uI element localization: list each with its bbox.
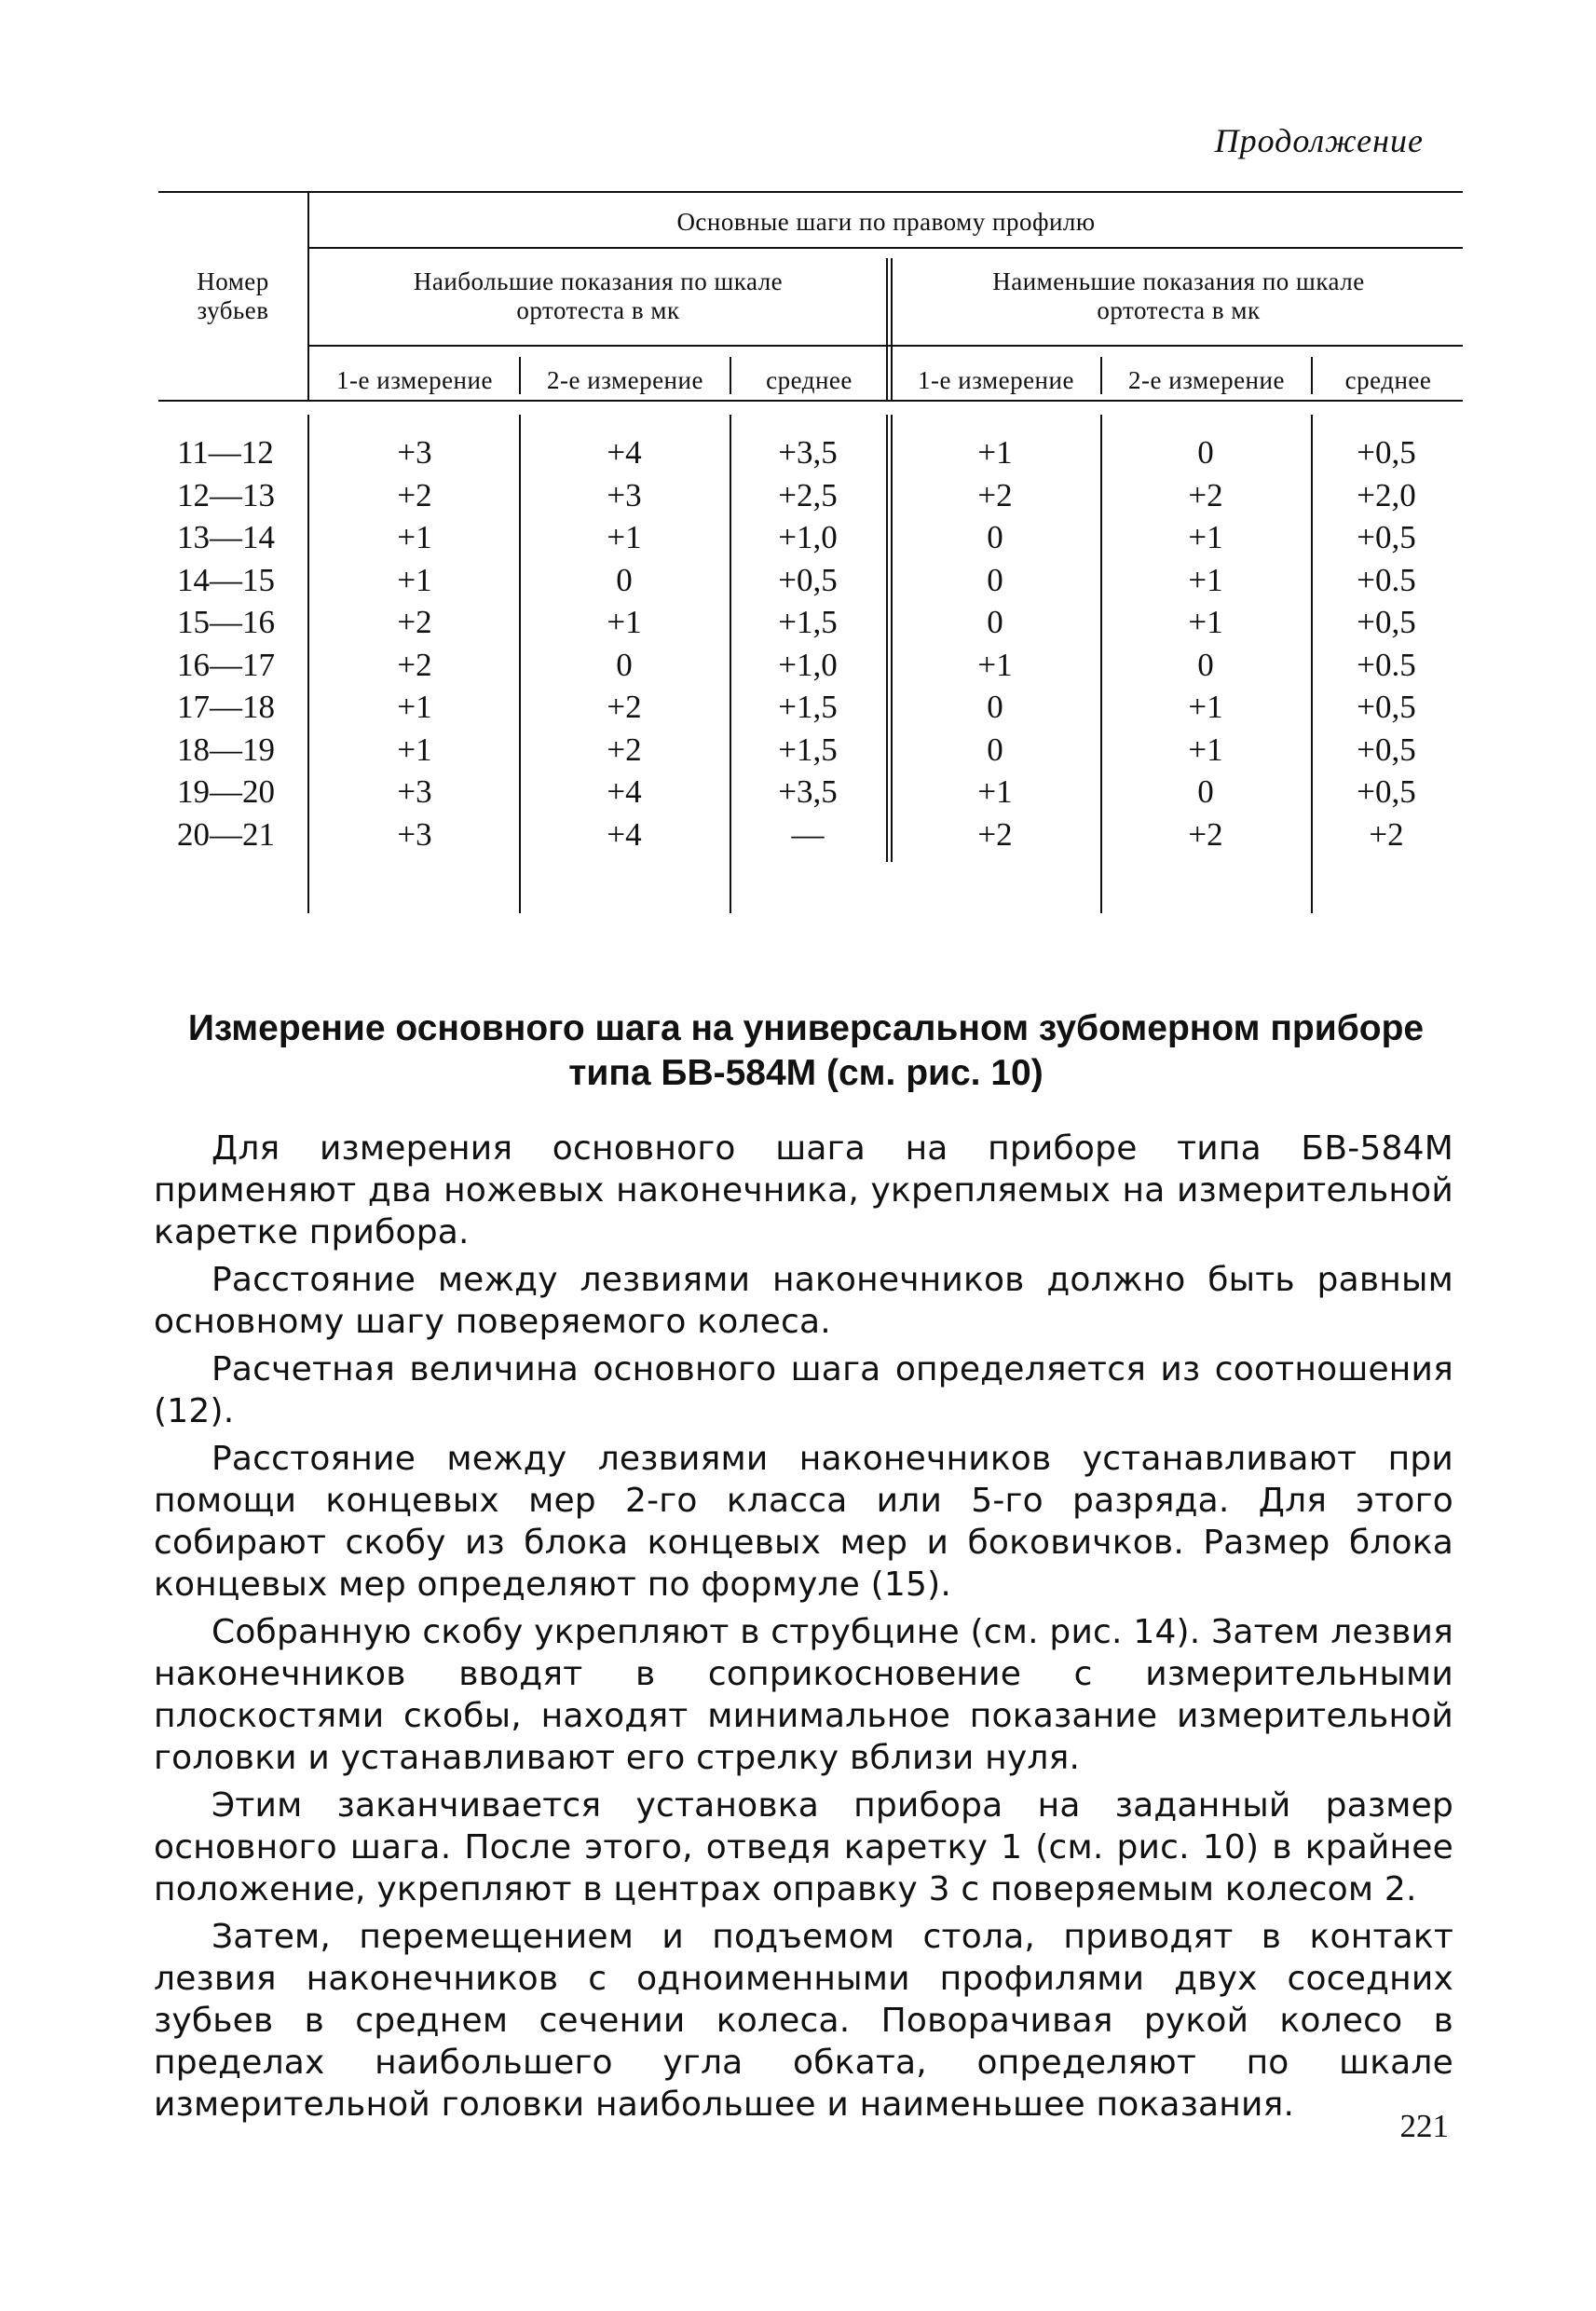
subheader-min-second: 2-е измерение bbox=[1128, 366, 1285, 394]
table-cell: +3,5 bbox=[778, 434, 838, 471]
row-tooth-label: 17—18 bbox=[177, 689, 275, 725]
paragraph: Собранную скобу укрепляют в струбцине (см. рис. 14). Затем лезвия наконечников вводят в соприкосновение с измерительными плоскостями скобы, находят минимальное показание измерительной головки и устанавливают его стрелку вблизи нуля. bbox=[154, 1613, 1453, 1777]
table-cell: +2 bbox=[397, 604, 432, 640]
subheader-max-first: 1-е измерение bbox=[336, 366, 493, 394]
vline-max-min-header-a bbox=[886, 258, 888, 400]
row-tooth-label: 19—20 bbox=[177, 773, 275, 810]
vline-tooth-body bbox=[307, 415, 309, 913]
row-tooth-label: 16—17 bbox=[177, 646, 275, 683]
table-cell: +0.5 bbox=[1357, 561, 1416, 598]
page-number: 221 bbox=[1399, 2108, 1449, 2144]
table-cell: +2,5 bbox=[778, 476, 838, 513]
table-cell: +1 bbox=[1188, 604, 1223, 640]
vline-sub-5-header bbox=[1311, 357, 1313, 394]
table-cell: +1 bbox=[977, 773, 1013, 810]
table-cell: +1,5 bbox=[778, 689, 838, 725]
table-cell: +1 bbox=[977, 646, 1013, 683]
subheader-min-average: среднее bbox=[1344, 366, 1432, 394]
table-cell: +1 bbox=[607, 604, 642, 640]
paragraph: Расстояние между лезвиями наконечников должно быть равным основному шагу поверяемого колеса. bbox=[154, 1261, 1453, 1341]
table-cell: +2 bbox=[397, 476, 432, 513]
table-cell: +0,5 bbox=[1357, 689, 1416, 725]
paragraph: Затем, перемещением и подъемом стола, приводят в контакт лезвия наконечников с одноименными профилями двух соседних зубьев в среднем сечении колеса. Поворачивая рукой колесо в пределах наибольшего угла обката, определяют по шкале измерительной головки наибольшее и наименьшее показания. bbox=[154, 1918, 1453, 2124]
table-cell: +0,5 bbox=[1357, 773, 1416, 810]
paragraph: Расстояние между лезвиями наконечников устанавливают при помощи концевых мер 2-го класса или 5-го разряда. Для этого собирают скобу из блока концевых мер и боковичков. Размер блока концевых мер определяют по формуле (15). bbox=[154, 1440, 1453, 1604]
row-tooth-label: 13—14 bbox=[177, 519, 275, 555]
table-cell: 0 bbox=[616, 561, 633, 598]
table-cell: +3 bbox=[607, 476, 642, 513]
rule-under-header bbox=[158, 400, 1463, 402]
table-cell: 0 bbox=[987, 519, 1003, 555]
table-cell: 0 bbox=[616, 646, 633, 683]
header-tooth-number: Номер зубьев bbox=[197, 267, 269, 324]
table-cell: +3 bbox=[397, 434, 432, 471]
rule-under-main-group bbox=[309, 247, 1463, 249]
table-cell: +1,0 bbox=[778, 519, 838, 555]
row-tooth-label: 18—19 bbox=[177, 731, 275, 768]
table-cell: +2 bbox=[1188, 815, 1223, 853]
table-cell: — bbox=[791, 815, 825, 853]
table-cell: +2 bbox=[1188, 476, 1223, 513]
table-cell: +0,5 bbox=[1357, 604, 1416, 640]
table-cell: +2,0 bbox=[1357, 476, 1416, 513]
row-tooth-label: 14—15 bbox=[177, 561, 275, 598]
table-cell: 0 bbox=[1197, 434, 1214, 471]
table-cell: +1 bbox=[397, 689, 432, 725]
table-cell: +4 bbox=[607, 815, 642, 853]
table-cell: +2 bbox=[607, 689, 642, 725]
table-cell: +1 bbox=[1188, 519, 1223, 555]
table-cell: 0 bbox=[1197, 646, 1214, 683]
vline-sub-1-body bbox=[519, 415, 521, 913]
table-top-rule bbox=[158, 191, 1463, 193]
table-cell: +0.5 bbox=[1357, 646, 1416, 683]
table-cell: 0 bbox=[987, 689, 1003, 725]
table-cell: +2 bbox=[607, 731, 642, 768]
paragraph: Этим заканчивается установка прибора на заданный размер основного шага. После этого, отведя каретку 1 (см. рис. 10) в крайнее положение, укрепляют в центрах оправку 3 с поверяемым колесом 2. bbox=[154, 1786, 1453, 1908]
table-cell: 0 bbox=[987, 731, 1003, 768]
table-cell: +1,0 bbox=[778, 646, 838, 683]
table-cell: +1 bbox=[1188, 689, 1223, 725]
table-cell: 0 bbox=[987, 561, 1003, 598]
table-cell: +4 bbox=[607, 434, 642, 471]
vline-sub-1-header bbox=[519, 357, 521, 394]
table-cell: +3,5 bbox=[778, 773, 838, 810]
table-cell: +1 bbox=[1188, 561, 1223, 598]
header-main-group: Основные шаги по правому профилю bbox=[676, 208, 1096, 236]
subheader-max-second: 2-е измерение bbox=[547, 366, 703, 394]
table-cell: +2 bbox=[1369, 815, 1404, 853]
header-min-group: Наименьшие показания по шкале ортотеста в мк bbox=[992, 267, 1365, 324]
section-body bbox=[154, 1128, 1453, 2131]
subheader-min-first: 1-е измерение bbox=[918, 366, 1074, 394]
paragraph: Для измерения основного шага на приборе типа БВ-584М применяют два ножевых наконечника, укрепляемых на измерительной каретке прибора. bbox=[154, 1129, 1453, 1251]
row-tooth-label: 11—12 bbox=[177, 434, 274, 471]
vline-tooth-header bbox=[307, 191, 309, 400]
table-cell: +1 bbox=[397, 731, 432, 768]
vline-sub-4-header bbox=[1100, 357, 1102, 394]
row-tooth-label: 12—13 bbox=[177, 476, 275, 513]
table-cell: +1 bbox=[397, 561, 432, 598]
table-cell: +1 bbox=[1188, 731, 1223, 768]
vline-max-min-header-b bbox=[891, 258, 893, 400]
table-cell: 0 bbox=[987, 604, 1003, 640]
table-cell: +2 bbox=[397, 646, 432, 683]
table-cell: +0,5 bbox=[778, 561, 838, 598]
table-cell: +0,5 bbox=[1357, 434, 1416, 471]
paragraph: Расчетная величина основного шага определяется из соотношения (12). bbox=[154, 1350, 1453, 1430]
continuation-label: Продолжение bbox=[1214, 122, 1424, 159]
header-max-group: Наибольшие показания по шкале ортотеста в мк bbox=[413, 267, 784, 324]
section-heading: Измерение основного шага на универсальном зубомерном приборе типа БВ-584М (см. рис. 10) bbox=[187, 1008, 1425, 1093]
table-cell: +1,5 bbox=[778, 731, 838, 768]
table-cell: +3 bbox=[397, 815, 432, 853]
table-cell: +0,5 bbox=[1357, 519, 1416, 555]
table-cell: 0 bbox=[1197, 773, 1214, 810]
table-cell: +1 bbox=[977, 434, 1013, 471]
row-tooth-label: 15—16 bbox=[177, 604, 275, 640]
table-cell: +3 bbox=[397, 773, 432, 810]
table-cell: +2 bbox=[977, 815, 1013, 853]
vline-sub-4-body bbox=[1100, 415, 1102, 913]
table-cell: +1 bbox=[397, 519, 432, 555]
table-cell: +0,5 bbox=[1357, 731, 1416, 768]
table-cell: +1,5 bbox=[778, 604, 838, 640]
vline-sub-2-header bbox=[730, 357, 731, 394]
table-cell: +1 bbox=[607, 519, 642, 555]
row-tooth-label: 20—21 bbox=[177, 815, 275, 853]
table-cell: +4 bbox=[607, 773, 642, 810]
table-cell: +2 bbox=[977, 476, 1013, 513]
subheader-max-average: среднее bbox=[766, 366, 853, 394]
